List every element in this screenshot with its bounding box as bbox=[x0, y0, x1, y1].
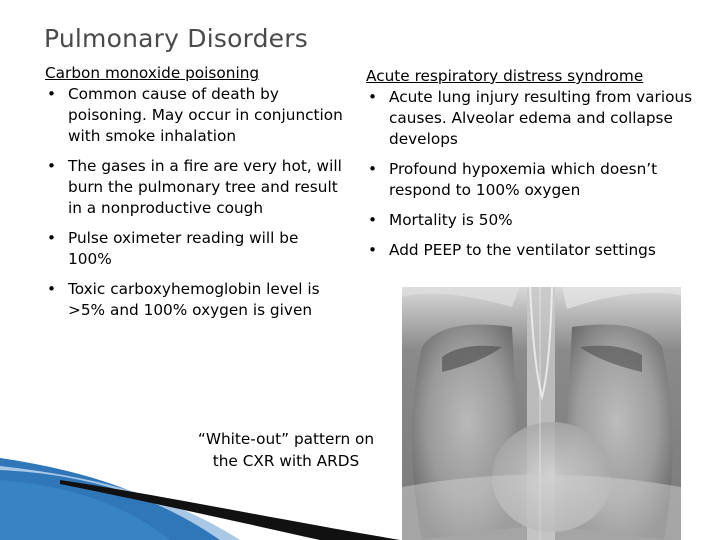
bullet-item: • Acute lung injury resulting from various causes. Alveolar edema and collapse develops bbox=[366, 87, 711, 150]
bullet-item: • Common cause of death by poisoning. May occur in conjunction with smoke inhalation bbox=[45, 84, 345, 147]
left-bullet-list bbox=[45, 84, 345, 321]
bullet-item: • The gases in a fire are very hot, will burn the pulmonary tree and result in a nonproductive cough bbox=[45, 156, 345, 219]
bullet-item: • Profound hypoxemia which doesn’t respond to 100% oxygen bbox=[366, 159, 711, 201]
bullet-item: • Pulse oximeter reading will be 100% bbox=[45, 228, 345, 270]
bullet-item: • Add PEEP to the ventilator settings bbox=[366, 240, 711, 261]
right-bullet-list bbox=[366, 87, 711, 261]
slide-title: Pulmonary Disorders bbox=[44, 24, 308, 53]
decorative-swoosh bbox=[0, 440, 400, 540]
caption-line: “White-out” pattern on bbox=[197, 430, 375, 448]
chest-xray-image bbox=[402, 287, 681, 540]
left-column bbox=[45, 63, 345, 330]
left-heading: Carbon monoxide poisoning bbox=[45, 64, 260, 82]
bullet-item: • Mortality is 50% bbox=[366, 210, 711, 231]
right-heading: Acute respiratory distress syndrome bbox=[366, 67, 644, 85]
right-column bbox=[366, 66, 711, 270]
bullet-item: • Toxic carboxyhemoglobin level is >5% and 100% oxygen is given bbox=[45, 279, 345, 321]
caption-line: the CXR with ARDS bbox=[212, 452, 360, 470]
